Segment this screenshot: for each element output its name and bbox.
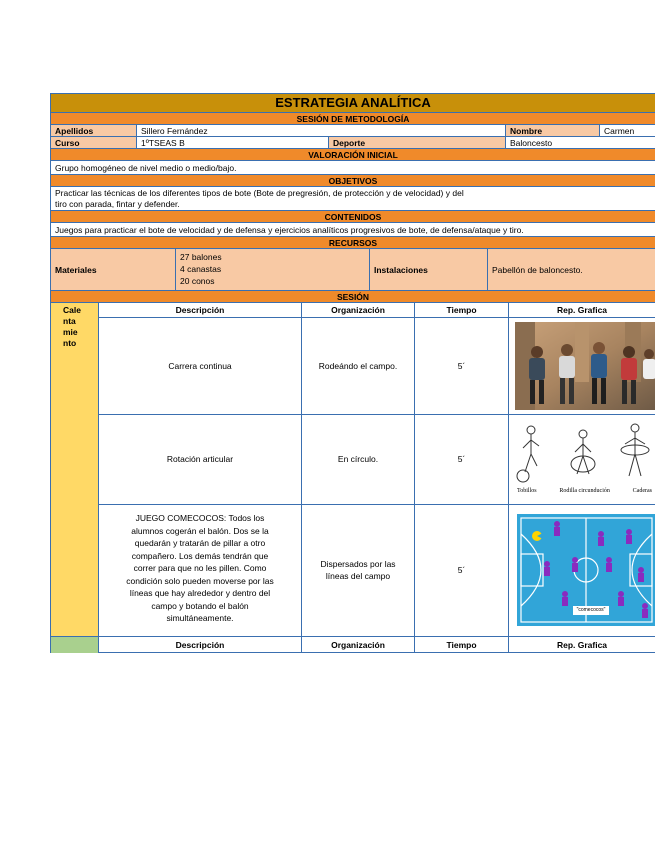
activity-tiempo: 5´ [415,414,509,504]
activity-descripcion: Rotación articular [99,414,302,504]
curso-label: Curso [51,137,137,148]
col-organizacion: Organización [302,303,415,317]
footer-col-organizacion: Organización [302,637,415,653]
instalaciones-value: Pabellón de baloncesto. [492,264,583,275]
subtitle: SESIÓN DE METODOLOGÍA [296,113,410,124]
activity-organizacion: Dispersados por las líneas del campo [302,504,415,636]
page-title: ESTRATEGIA ANALÍTICA [275,95,431,110]
recursos-row [50,249,655,291]
materiales-item: 27 balones [180,252,222,262]
activity-organizacion: En círculo. [302,414,415,504]
joint-rotation-captions: Tobillos Rodilla circundución Caderas [517,488,652,494]
materiales-list [176,249,370,290]
col-tiempo: Tiempo [415,303,509,317]
title-row [50,93,655,113]
activity-tiempo: 5´ [415,317,509,414]
footer-col-descripcion: Descripción [99,637,302,653]
apellidos-label: Apellidos [51,125,137,136]
materiales-item: 20 conos [180,276,215,286]
activity-descripcion: JUEGO COMECOCOS: Todos los alumnos cogerán el balón. Dos se la quedarán y tratarán de pillar a otro compañero. Los demás tendrán que correr para que no les pillen. Como condición solo pueden moverse por las líneas que hay alrededor y dentro del campo y botando el balón simultáneamente. [99,504,302,636]
deporte-label: Deporte [329,137,506,148]
session-sheet [50,93,655,653]
instalaciones-label: Instalaciones [370,249,488,290]
valoracion-heading: VALORACIÓN INICIAL [308,149,398,160]
materiales-label: Materiales [51,249,176,290]
apellidos-value: Sillero Fernández [137,125,506,136]
curso-value: 1ºTSEAS B [137,137,329,148]
session-table [50,303,655,653]
materiales-item: 4 canastas [180,264,222,274]
footer-col-grafica: Rep. Grafica [556,640,608,650]
column-header-row [99,303,655,318]
activity-row [99,414,655,505]
activity-row [99,504,655,636]
curso-row [50,137,655,149]
joint-rotation-figures [513,420,655,486]
apellidos-row [50,125,655,137]
court-caption: "comecocos" [576,607,606,613]
footer-col-tiempo: Tiempo [415,637,509,653]
contenidos-text: Juegos para practicar el bote de velocidad y de defensa y ejercicios analíticos progresivos de bote, de defensa/ataque y tiro. [55,224,524,235]
valoracion-text: Grupo homogéneo de nivel medio o medio/bajo. [55,162,237,173]
deporte-value: Baloncesto [510,137,553,148]
running-group-photo [515,322,655,410]
objetivos-heading: OBJETIVOS [328,175,378,186]
subtitle-row [50,113,655,125]
activity-tiempo: 5´ [415,504,509,636]
nombre-value: Carmen [604,125,635,136]
running-photo-image [515,322,655,410]
basketball-court-diagram [517,514,655,626]
objetivos-text: Practicar las técnicas de los diferentes tipos de bote (Bote de pregresión, de protección y de velocidad) y del tiro con parada, fintar y defender. [55,188,464,209]
recursos-heading: RECURSOS [328,237,378,248]
sesion-heading: SESIÓN [336,291,370,302]
contenidos-heading: CONTENIDOS [324,211,382,222]
col-grafica: Rep. Grafica [556,305,608,315]
col-descripcion: Descripción [99,303,302,317]
activity-row [99,317,655,415]
joint-rotation-drawing [513,420,655,500]
activity-descripcion: Carrera continua [99,317,302,414]
nombre-label: Nombre [506,125,600,136]
activity-organizacion: Rodeándo el campo. [302,317,415,414]
footer-phase-cell [51,637,99,653]
footer-header-row [51,636,655,653]
phase-calentamiento: Cale nta mie nto [51,303,99,652]
